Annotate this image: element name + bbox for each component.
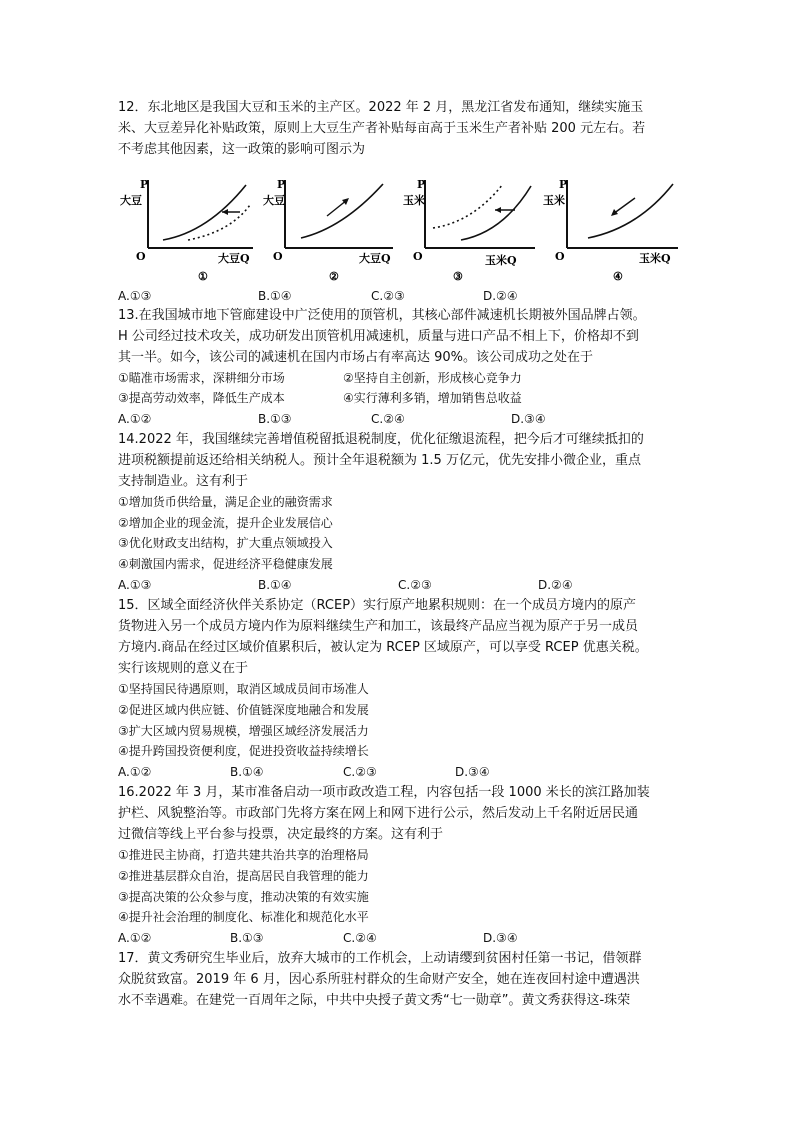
q13-option-c[interactable]: C.②④ [371,412,405,426]
q13-item-2: ②坚持自主创新，形成核心竞争力 [343,371,522,385]
graph-1-xlabel: 大豆Q [218,252,250,265]
graph-4-curve [588,184,673,238]
q15-line-4: 实行该规则的意义在于 [118,661,249,676]
graph-2-num: ② [329,270,339,283]
graph-4-num: ④ [613,270,623,283]
graph-2 [263,170,403,288]
q15-item-1: ①坚持国民待遇原则，取消区域成员间市场准人 [118,682,369,696]
q14-item-4: ④刺激国内需求，促进经济平稳健康发展 [118,557,333,571]
q15-options [118,764,718,780]
graph-4 [543,170,688,288]
q15-item-3-row [118,723,718,739]
q15-line-3: 方境内.商品在经过区域价值累积后，被认定为 RCEP 区域原产，可以享受 RCEP 优惠关税。 [118,640,648,655]
q14-line-1: 14.2022 年，我国继续完善增值税留抵退税制度，优化征缴退流程，把今后才可继续抵扣的 [118,432,644,447]
q15-option-b[interactable]: B.①④ [230,765,264,779]
q13-item-4: ④实行薄利多销，增加销售总收益 [343,391,522,405]
graph-1 [118,170,263,288]
q14-item-1: ①增加货币供给量，满足企业的融资需求 [118,495,333,509]
graph-4-origin: O [555,250,565,263]
graph-2-origin: O [273,250,283,263]
q15-line-2: 货物进入另一个成员方境内作为原料继续生产和加工，该最终产品应当视为原产于另一成员 [118,619,639,634]
graph-4-ylabel: 玉米 [543,194,565,207]
q13-items-row-2 [118,390,718,406]
graph-4-xlabel: 玉米Q [639,252,671,265]
q16-item-2: ②推进基层群众自治，提高居民自我管理的能力 [118,869,369,883]
q13-line-2: H 公司经过技术攻关，成功研发出顶管机用减速机，质量与进口产品不相上下，价格却不到 [118,329,639,344]
q13-option-a[interactable]: A.①② [118,412,152,426]
q14-option-c[interactable]: C.②③ [398,578,432,592]
q16-item-3-row [118,889,718,905]
q17-line-2: 众脱贫致富。2019 年 6 月，因心系所驻村群众的生命财产安全，她在连夜回村途中遭遇洪 [118,972,640,987]
graph-1-new-curve [188,205,250,240]
q16-item-1: ①推进民主协商，打造共建共治共享的治理格局 [118,848,369,862]
graph-1-ylabel: 大豆 [120,194,142,207]
graph-1-origin: O [136,250,146,263]
q14-item-2: ②增加企业的现金流，提升企业发展信心 [118,516,333,530]
q14-line-3: 支持制造业。这有利于 [118,474,249,489]
q16-option-c[interactable]: C.②④ [343,931,377,945]
graph-3-xlabel: 玉米Q [485,254,517,267]
q16-options [118,930,718,946]
q12-line-3: 不考虑其他因素，这一政策的影响可图示为 [118,142,366,157]
q12-option-b[interactable]: B.①④ [258,289,292,303]
q17-line-3: 水不幸遇难。在建党一百周年之际，中共中央授子黄文秀“七一勋章”。黄文秀获得这-珠荣 [118,993,631,1008]
q16-line-3: 过微信等线上平台参与投票，决定最终的方案。这有利于 [118,827,444,842]
graph-3-ylabel: 玉米 [403,194,425,207]
q16-item-4-row [118,909,718,925]
q16-option-b[interactable]: B.①③ [230,931,264,945]
graph-1-p: P [140,178,149,191]
q12-option-c[interactable]: C.②③ [371,289,405,303]
q13-line-3: 其一半。如今，该公司的减速机在国内市场占有率高达 90%。该公司成功之处在于 [118,350,594,365]
graph-2-p: P [277,178,286,191]
graph-3-dotted-curve [433,184,503,228]
q12-option-d[interactable]: D.②④ [483,289,518,303]
graph-2-xlabel: 大豆Q [359,252,391,265]
q14-item-1-row [118,494,718,510]
graph-4-p: P [559,178,568,191]
q12-line-1: 12．东北地区是我国大豆和玉米的主产区。2022 年 2 月，黑龙江省发布通知，继续实施玉 [118,100,644,115]
graph-4-arrow [613,198,635,214]
q14-item-3-row [118,535,718,551]
q12-options [118,288,718,304]
q15-option-c[interactable]: C.②③ [343,765,377,779]
q16-item-2-row [118,868,718,884]
q15-option-a[interactable]: A.①② [118,765,152,779]
q14-options [118,577,718,593]
q16-line-1: 16.2022 年 3 月，某市准备启动一项市政改造工程，内容包括一段 1000 米长的滨江路加装 [118,785,650,800]
q15-item-2: ②促进区域内供应链、价值链深度地融合和发展 [118,703,369,717]
q13-option-b[interactable]: B.①③ [258,412,292,426]
q14-option-d[interactable]: D.②④ [538,578,573,592]
q15-item-1-row [118,681,718,697]
q16-option-d[interactable]: D.③④ [483,931,518,945]
q13-item-3: ③提高劳动效率，降低生产成本 [118,391,285,405]
q14-item-3: ③优化财政支出结构，扩大重点领域投入 [118,536,333,550]
graph-3-p: P [417,178,426,191]
q16-item-3: ③提高决策的公众参与度，推动决策的有效实施 [118,890,369,904]
graph-2-ylabel: 大豆 [263,194,285,207]
graph-3 [403,170,548,288]
q14-item-2-row [118,515,718,531]
q13-options [118,411,718,427]
graph-3-origin: O [413,250,423,263]
q15-option-d[interactable]: D.③④ [455,765,490,779]
q15-line-1: 15．区域全面经济伙伴关系协定（RCEP）实行原产地累积规则：在一个成员方境内的原产 [118,598,637,613]
q15-item-4: ④提升跨国投资便利度，促进投资收益持续增长 [118,744,369,758]
q13-items-row-1 [118,370,718,386]
q17-line-1: 17．黄文秀研究生毕业后，放弃大城市的工作机会，上动请缨到贫困村任第一书记，借领群 [118,951,642,966]
q13-item-1: ①瞄准市场需求，深耕细分市场 [118,371,285,385]
q14-item-4-row [118,556,718,572]
q16-item-4: ④提升社会治理的制度化、标准化和规范化水平 [118,910,369,924]
q12-graphs [118,170,688,288]
q16-item-1-row [118,847,718,863]
q14-option-b[interactable]: B.①④ [258,578,292,592]
graph-2-curve [301,184,383,238]
q12-option-a[interactable]: A.①③ [118,289,152,303]
graph-1-num: ① [198,270,208,283]
q13-option-d[interactable]: D.③④ [511,412,546,426]
q15-item-4-row [118,743,718,759]
q12-line-2: 米、大豆差异化补贴政策，原则上大豆生产者补贴每亩高于玉米生产者补贴 200 元左右。若 [118,121,646,136]
q15-item-3: ③扩大区域内贸易规模，增强区域经济发展活力 [118,724,369,738]
q13-line-1: 13.在我国城市地下管廊建设中广泛使用的顶管机，其核心部件减速机长期被外国品牌占领。 [118,308,646,323]
q16-line-2: 护栏、风貌整治等。市政部门先将方案在网上和网下进行公示，然后发动上千名附近居民通 [118,806,639,821]
q14-line-2: 进项税额提前返还给相关纳税人。预计全年退税额为 1.5 万亿元，优先安排小微企业，重点 [118,453,641,468]
q16-option-a[interactable]: A.①② [118,931,152,945]
q14-option-a[interactable]: A.①③ [118,578,152,592]
q15-item-2-row [118,702,718,718]
graph-3-num: ③ [453,270,463,283]
